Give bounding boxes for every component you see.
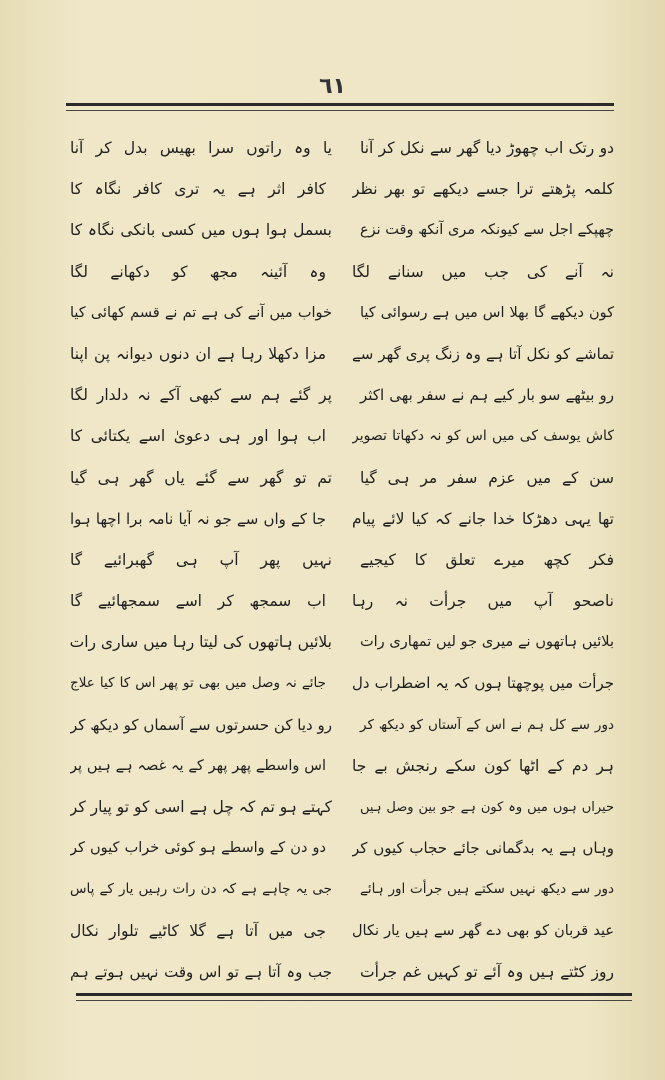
verse-line: رو بیٹھے سو بار کیے ہم نے سفر بھی اکثر [360,386,614,405]
verse-line: دور سے دیکھ نہیں سکتے ہیں جرأت اور ہائے [360,881,614,898]
verse-line: دور سے کل ہم نے اس کے آستاں کو دیکھ کر [360,716,614,733]
verse-line: فکر کچھ میرے تعلق کا کیجیے [360,550,614,569]
verse-line: خواب میں آنے کی ہے تم نے قسم کھائی کیا [70,304,332,321]
verse-line: جا کے واں سے جو نہ آیا نامہ برا اچھا ہوا [70,509,326,528]
verse-line: دو رتک اب چھوڑ دیا گھر سے نکل کر آنا [360,139,614,157]
verse-line: نہ آنے کی جب میں سنانے لگا [352,262,614,281]
page-number: ٦١ [319,74,346,99]
verse-line: عید قربان کو بھی دے گھر سے ہیں یار نکال [352,922,614,939]
verse-line: پر گئے ہم سے کبھی آکے نہ دلدار لگا [70,386,332,405]
verse-line: اس واسطے پھر پھر کے یہ غصہ ہے ہیں پر [70,757,326,774]
verse-line: اب سمجھ کر اسے سمجھائیے گا [70,592,326,611]
top-rule [66,103,614,106]
left-column [70,128,332,988]
bottom-rule [76,993,632,996]
verse-line: یا وہ راتوں سرا بھیس بدل کر آنا [70,139,332,157]
verse-line: حیراں ہوں میں وہ کون ہے جو بین وصل ہیں [360,800,614,815]
verse-line: ہر دم کے اٹھا کون سکے رنجش بے جا [352,756,614,775]
bottom-rule-thin [76,1000,632,1001]
verse-line: بسمل ہوا ہوں میں کسی بانکی نگاہ کا [70,221,332,240]
verse-line: کون دیکھے گا بھلا اس میں ہے رسوائی کیا [360,304,614,321]
verse-line: جائے نہ وصل میں بھی تو پھر اس کا کیا علاج [70,675,326,692]
verse-line: جی میں آتا ہے گلا کاٹیے تلوار نکال [70,921,326,940]
verse-line: کاش یوسف کی میں اس کو نہ دکھاتا تصویر [352,428,614,445]
verse-line: جرأت میں پوچھتا ہوں کہ یہ اضطراب دل [352,674,614,693]
verse-line: سن کے میں عزم سفر مر ہی گیا [360,468,614,487]
verse-line: وہ آئینہ مجھ کو دکھانے لگا [70,262,326,281]
verse-line: رو دیا کن حسرتوں سے آسماں کو دیکھ کر [70,715,332,734]
verse-line: جب وہ آتا ہے تو اس وقت نہیں ہوتے ہم [70,962,332,981]
verse-line: دو دن کے واسطے ہو کوئی خراب کیوں کر [70,840,326,857]
verse-line: چھپکے اجل سے کیونکہ مری آنکھ وقت نزع [360,222,614,239]
verse-line: کافر اثر ہے یہ تری کافر نگاہ کا [70,180,326,199]
verse-line: وہاں ہے یہ بدگمانی جائے حجاب کیوں کر [352,839,614,858]
top-rule-thin [66,110,614,111]
verse-line: روز کٹتے ہیں وہ آئے تو کہیں غم جرأت [360,962,614,981]
verse-line: ناصحو آپ میں جرأت نہ رہا [352,592,614,611]
verse-line: کہتے ہو تم کہ چل ہے اسی کو تو پیار کر [70,798,332,816]
right-column [352,128,614,988]
verse-line: جی یہ چاہے ہے کہ دن رات رہیں یار کے پاس [70,881,332,898]
verse-line: مزا دکھلا رہا ہے ان دنوں دیوانہ پن اپنا [70,344,326,363]
verse-line: بلائیں ہاتھوں کی لیتا رہا میں ساری رات [70,633,332,652]
verse-line: تماشے کو نکل آتا ہے وہ زنگ پری گھر سے [352,344,614,363]
verse-line: نہیں پھر آپ ہی گھبرائیے گا [70,550,332,569]
verse-line: تھا یہی دھڑکا خدا جانے کہ کیا لائے پیام [352,509,614,528]
verse-line: تم تو گھر سے گئے یاں گھر ہی گیا [70,468,332,487]
verse-line: کلمہ پڑھتے ترا جسے دیکھے تو بھر نظر [352,180,614,199]
verse-line: بلائیں ہاتھوں نے میری جو لیں تمھاری رات [360,634,614,651]
verse-line: اب ہوا اور ہی دعویٰ اسے یکتائی کا [70,427,326,446]
